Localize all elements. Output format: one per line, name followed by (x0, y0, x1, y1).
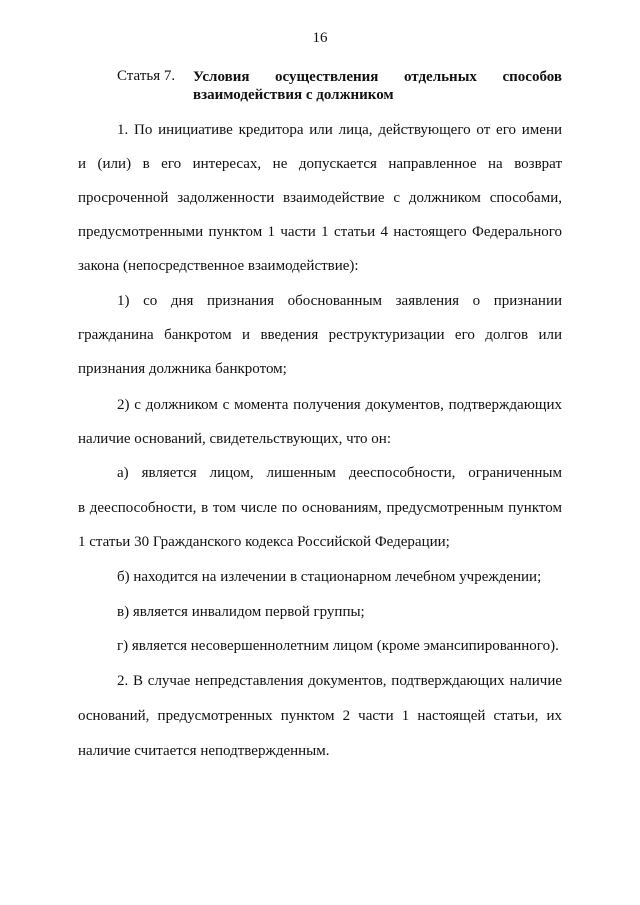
article-title (193, 68, 562, 104)
article-title-line: Условия осуществления отдельных способов (193, 69, 562, 85)
text-line: признания должника банкротом; (78, 361, 287, 377)
article-label: Статья 7. (117, 68, 176, 84)
text-line: г) является несовершеннолетним лицом (кроме эмансипированного). (117, 638, 559, 654)
text-line: в дееспособности, в том числе по основаниям, предусмотренным пунктом (78, 500, 562, 516)
text-line: оснований, предусмотренных пунктом 2 части 1 настоящей статьи, их (78, 708, 562, 724)
text-line: наличие считается неподтвержденным. (78, 743, 330, 759)
text-line: гражданина банкротом и введения реструктуризации его долгов или (78, 327, 562, 343)
text-line: а) является лицом, лишенным дееспособности, ограниченным (117, 465, 562, 481)
text-line: предусмотренными пунктом 1 части 1 статьи 4 настоящего Федерального (78, 224, 562, 240)
text-line: просроченной задолженности взаимодействие с должником способами, (78, 190, 562, 206)
text-line: 1 статьи 30 Гражданского кодекса Российской Федерации; (78, 534, 450, 550)
text-line: 2) с должником с момента получения документов, подтверждающих (117, 397, 562, 413)
text-line: 1) со дня признания обоснованным заявления о признании (117, 293, 562, 309)
text-line: 1. По инициативе кредитора или лица, действующего от его имени (117, 122, 562, 138)
article-title-line: взаимодействия с должником (193, 87, 394, 103)
text-line: в) является инвалидом первой группы; (117, 604, 365, 620)
text-line: наличие оснований, свидетельствующих, что он: (78, 431, 392, 447)
page-number: 16 (312, 30, 328, 46)
text-line: б) находится на излечении в стационарном лечебном учреждении; (117, 569, 542, 585)
text-line: закона (непосредственное взаимодействие): (78, 258, 359, 274)
text-line: 2. В случае непредставления документов, подтверждающих наличие (117, 673, 562, 689)
text-line: и (или) в его интересах, не допускается направленное на возврат (78, 156, 562, 172)
